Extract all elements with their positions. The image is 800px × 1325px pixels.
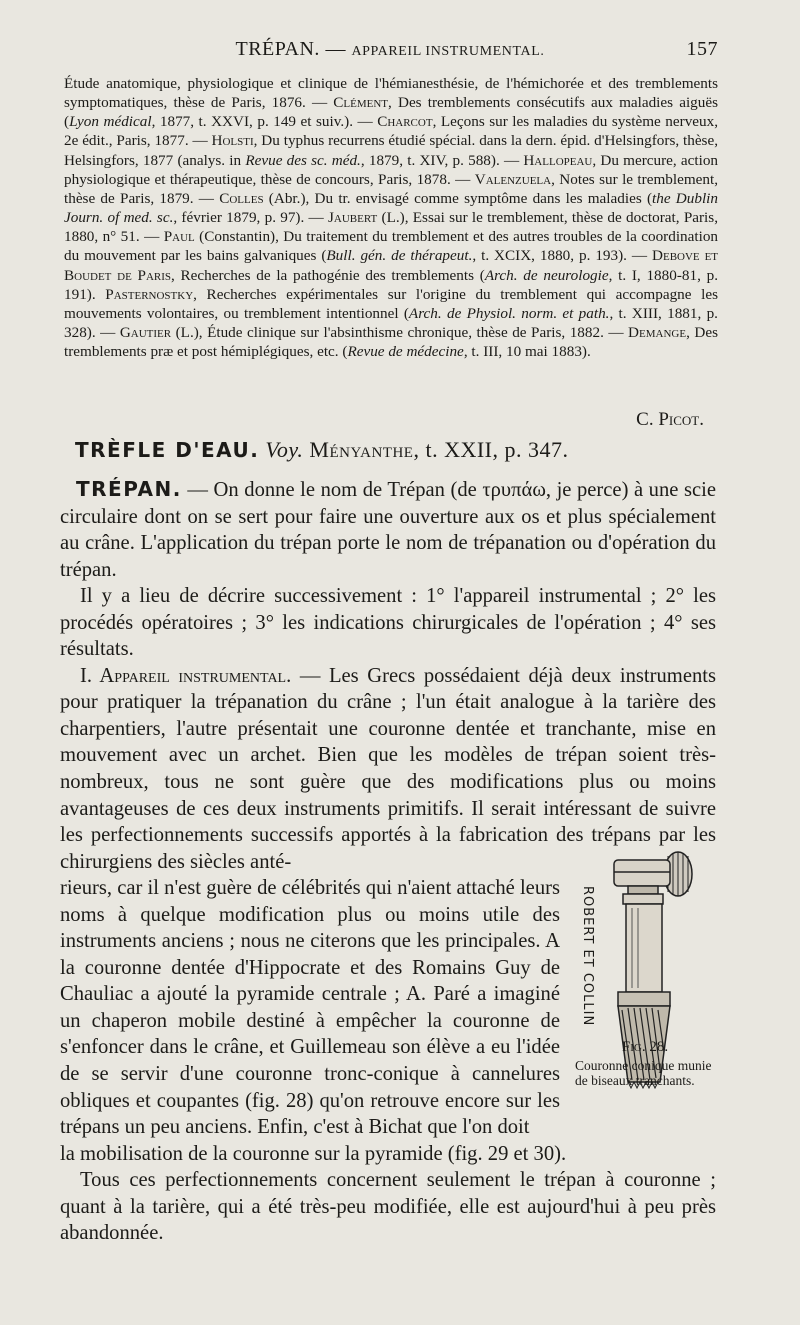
section-heading: I. Appareil instrumental. <box>80 664 292 687</box>
paragraph-text: Il y a lieu de décrire successivement : 1° l'appareil instrumental ; 2° les procédés opératoires ; 3° les indications chirurgicales de l'opération ; 4° ses résultats. <box>60 585 716 661</box>
bib-author: Debove et Boudet de Paris <box>64 247 719 284</box>
figure-caption <box>575 1040 715 1088</box>
see-reference: Voy. <box>265 437 304 462</box>
paragraph-wrap-figure <box>60 875 560 1140</box>
bib-author: Valenzuela <box>474 170 552 188</box>
bib-journal: Bull. gén. de thérapeut. <box>326 247 473 265</box>
entry-trefle <box>75 437 735 463</box>
figure-caption-text: Couronne conique munie de biseaux tranchants. <box>575 1058 712 1088</box>
bib-text: , Notes sur le tremblement, thèse de Paris, 1879. — <box>64 170 718 207</box>
bib-author: Holsti <box>211 132 254 150</box>
bib-text: , février 1879, p. 97). — <box>173 209 328 227</box>
bib-author: Hallopeau <box>523 151 593 169</box>
bib-text: , Recherches expérimentales sur l'origine du tremblement qui accompagne les mouvements volontaires, ou tremblement intentionnel ( <box>64 285 718 322</box>
bib-author: Paul <box>163 228 195 246</box>
header-dash: — <box>325 38 346 60</box>
paragraph-text: rieurs, car il n'est guère de célébrités qui n'aient attaché leurs noms à quelque modification plus ou moins utile des instruments anciens ; nous ne citerons que les principales. A la couronne dentée d'Hippocrate et des Romains Guy de Chauliac a ajouté la pyramide centrale ; A. Paré a imaginé un chaperon mobile destiné à empêcher la couronne de s'enfoncer dans le crâne, et Guillemeau son élève a eu l'idée de se servir d'une couronne tronc-conique à cannelures obliques et coupantes (fig. 28) qu'on retrouve encore sur les trépans un peu anciens. Enfin, c'est à Bichat que l'on doit <box>60 877 560 1139</box>
bib-text: , Du typhus recurrens étudié spécial. dans la dern. épid. d'Helsingfors, thèse, Helsingfors, 1877 (analys. in <box>64 132 719 169</box>
bib-journal: the Dublin Journ. of med. sc. <box>64 189 718 227</box>
bib-journal: Arch. de Physiol. norm. et path. <box>408 304 610 322</box>
paragraph-text: Tous ces perfectionnements concernent seulement le trépan à couronne ; quant à la tarière, qui a été très-peu modifiée, elle est aujourd'hui à peu près abandonnée. <box>60 1169 716 1245</box>
header-main: TRÉPAN. <box>235 38 320 60</box>
paragraph-text: — Les Grecs possédaient déjà deux instruments pour pratiquer la trépanation du crâne ; l'un était analogue à la tarière des charpentiers, l'autre présentait une couronne dentée et tranchante, mise en mouvement avec un archet. Bien que les modèles de trépan soient très-nombreux, tous ne sont guère que des modifications plus ou moins avantageuses de ces deux instruments primitifs. Il serait intéressant de suivre les perfectionnements successifs apportés à la fabrication des trépans par les chirurgiens des siècles anté- <box>60 664 717 873</box>
bib-author: Charcot <box>377 113 433 131</box>
reference-name: Ményanthe <box>309 437 414 462</box>
bib-journal: Revue des sc. méd. <box>245 151 361 169</box>
bib-text: , Du mercure, action physiologique et thérapeutique, thèse de concours, Paris, 1878. — <box>64 151 719 188</box>
entry-heading: TRÈFLE D'EAU. <box>75 438 260 462</box>
paragraph-outline <box>60 583 716 663</box>
bib-author: Gautier <box>119 324 172 342</box>
bibliography-block <box>64 74 718 361</box>
bib-text: , 1877, t. XXVI, p. 149 et suiv.). — <box>151 113 378 131</box>
entry-heading: TRÉPAN. <box>76 477 182 501</box>
paragraph-text: — On donne le nom de Trépan (de τρυπάω, je perce) à une scie circulaire dont on se sert pour faire une ouverture aux os et plus spécialement au crâne. L'application du trépan porte le nom de trépanation ou d'opération du trépan. <box>60 479 716 581</box>
bib-author: Clément <box>333 94 389 112</box>
paragraph-text: la mobilisation de la couronne sur la pyramide (fig. 29 et 30). <box>60 1142 567 1165</box>
bib-text: , Des tremblements consécutifs aux maladies aiguës ( <box>64 94 718 131</box>
reference-location: , t. XXII, p. 347. <box>413 437 569 462</box>
bib-text: , t. XCIX, 1880, p. 193). — <box>472 247 653 265</box>
bib-author: Demange <box>628 324 687 342</box>
signature-text: C. Picot. <box>636 409 704 430</box>
bib-author: Pasternostky <box>105 285 194 303</box>
header-section: APPAREIL INSTRUMENTAL. <box>351 44 545 59</box>
paragraph-conclusion <box>60 1167 716 1247</box>
signature <box>636 409 704 431</box>
bibliography-paragraph <box>64 74 718 361</box>
paragraph-intro <box>60 476 716 583</box>
bib-text: (L.), Essai sur le tremblement, thèse de doctorat, Paris, 1880, n° 51. — <box>64 209 718 246</box>
bib-text: , Des tremblements præ et post hémiplégiques, etc. ( <box>64 324 718 361</box>
bib-text: , Leçons sur les maladies du système nerveux, 2e édit., Paris, 1877. — <box>64 113 719 150</box>
bib-journal: Revue de médecine <box>347 343 464 361</box>
figure-label: Fig. 28. <box>621 1039 669 1055</box>
bib-text: , Recherches de la pathogénie des tremblements ( <box>171 266 485 284</box>
bib-text: , 1879, t. XIV, p. 588). — <box>360 151 524 169</box>
bib-text: (L.), Étude clinique sur l'absinthisme chronique, thèse de Paris, 1882. — <box>171 324 629 342</box>
bib-text: Étude anatomique, physiologique et clinique de l'hémianesthésie, de l'hémichorée et des tremblements symptomatiques, thèse de Paris, 1876. — <box>64 75 718 112</box>
running-header <box>62 38 718 68</box>
bib-text: , t. XIII, 1881, p. 328). — <box>64 304 718 342</box>
bib-text: (Abr.), Du tr. envisagé comme symptôme dans les maladies ( <box>263 189 653 207</box>
bib-text: (Constantin), Du traitement du tremblement et des autres troubles de la coordination du mouvement par les bains galvaniques ( <box>64 228 719 265</box>
engraver-credit: ROBERT ET COLLIN <box>580 886 595 1027</box>
bib-journal: Lyon médical <box>69 113 152 131</box>
bib-text: , t. III, 10 mai 1883). <box>463 343 591 361</box>
bib-author: Colles <box>219 189 264 207</box>
bib-text: , t. I, 1880-81, p. 191). <box>64 266 718 303</box>
page-number: 157 <box>686 38 718 60</box>
bib-journal: Arch. de neurologie <box>484 266 609 284</box>
bib-author: Jaubert <box>328 209 378 227</box>
paragraph-continued <box>60 1141 716 1168</box>
header-title <box>62 38 718 61</box>
